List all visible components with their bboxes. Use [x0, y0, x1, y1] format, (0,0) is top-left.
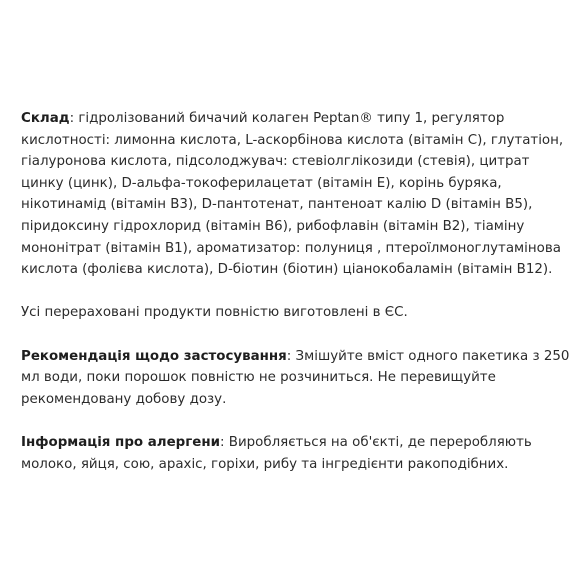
allergens-line-1	[21, 432, 551, 454]
usage-line-1	[21, 346, 570, 368]
composition-line-4: цинку (цинк), D-альфа-токоферилацетат (вітамін E), корінь буряка,	[21, 175, 502, 191]
allergens-line-2: молоко, яйця, сою, арахіс, горіхи, рибу та інгредієнти ракоподібних.	[21, 456, 509, 472]
allergens-text: : Виробляється на об'єкті, де переробляють	[219, 434, 532, 450]
composition-line-8: кислота (фолієва кислота), D-біотин (біотин) ціанокобаламін (вітамін B12).	[21, 262, 553, 278]
composition-line-2: кислотності: лимонна кислота, L-аскорбінова кислота (вітамін C), глутатіон,	[21, 132, 564, 148]
usage-label: Рекомендація щодо застосування	[21, 348, 287, 364]
composition-text: : гідролізований бичачий колаген Peptan® типу 1, регулятор	[69, 111, 505, 126]
composition-paragraph	[21, 108, 564, 281]
usage-text: : Змішуйте вміст одного пакетика з 250	[286, 348, 570, 364]
origin-line-1: Усі перераховані продукти повністю виготовлені в ЄС.	[21, 305, 408, 321]
product-info-text	[21, 108, 570, 497]
composition-line-6: піридоксину гідрохлорид (вітамін B6), рибофлавін (вітамін B2), тіаміну	[21, 218, 525, 234]
composition-line-3: гіалуронова кислота, підсолоджувач: стевіолглікозиди (стевія), цитрат	[21, 154, 530, 170]
composition-label: Склад	[21, 111, 70, 126]
usage-line-2: мл води, поки порошок повністю не розчиниться. Не перевищуйте	[21, 370, 496, 386]
composition-line-7: мононітрат (вітамін B1), ароматизатор: полуниця , птероїлмоноглутамінова	[21, 240, 561, 256]
usage-paragraph	[21, 346, 570, 411]
usage-line-3: рекомендовану добову дозу.	[21, 391, 227, 407]
origin-paragraph	[21, 302, 551, 324]
allergens-label: Інформація про алергени	[21, 434, 220, 450]
composition-line-5: нікотинамід (вітамін B3), D-пантотенат, пантеноат калію D (вітамін B5),	[21, 197, 533, 213]
composition-line-1	[21, 108, 551, 130]
allergens-paragraph	[21, 432, 551, 475]
